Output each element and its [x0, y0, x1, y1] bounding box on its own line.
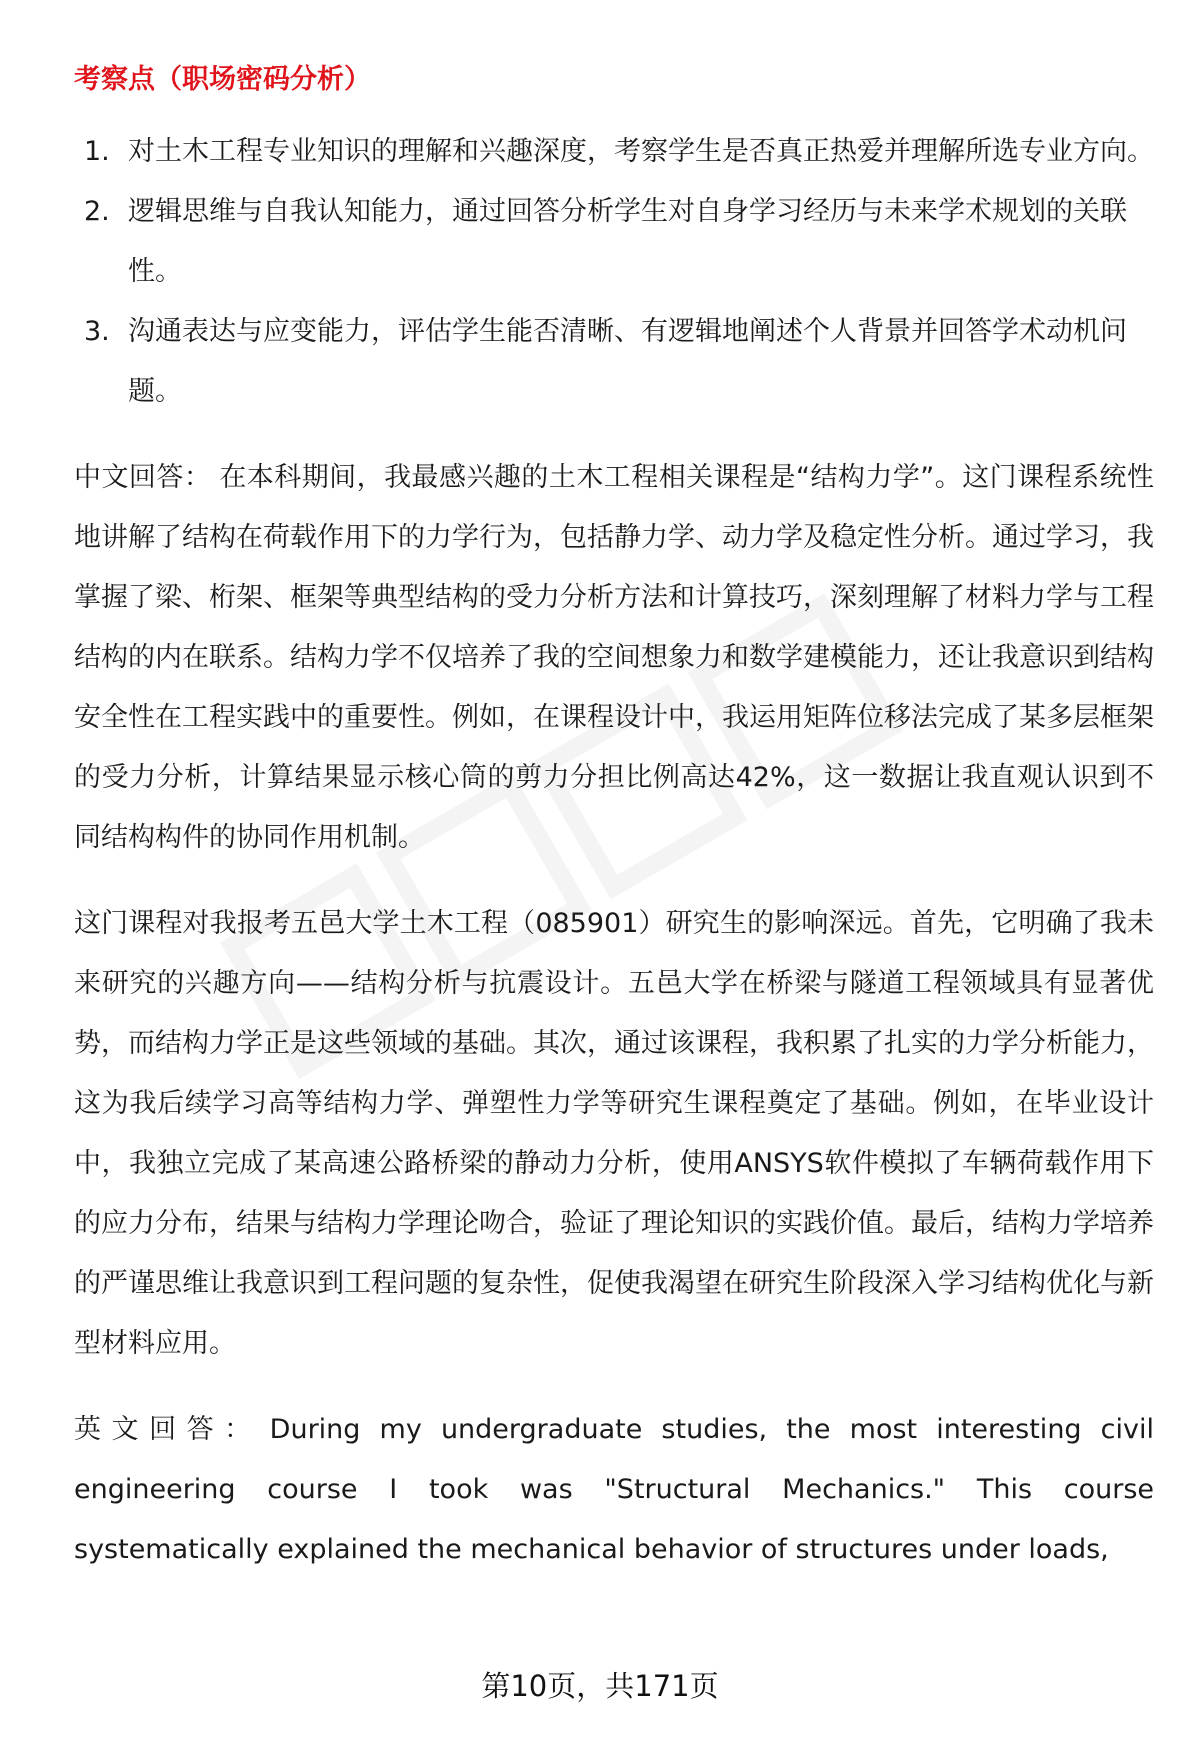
list-item-text: 逻辑思维与自我认知能力，通过回答分析学生对自身学习经历与未来学术规划的关联性。: [128, 196, 1127, 287]
english-answer-text: During my undergraduate studies, the most interesting civil engineering course I took was "Structural Mechanics." This course systematically explained the mechanical behavior of structures under loads,: [74, 1414, 1155, 1565]
document-page: [74, 60, 1154, 1580]
list-item-number: 1.: [84, 136, 110, 167]
list-item-text: 沟通表达与应变能力，评估学生能否清晰、有逻辑地阐述个人背景并回答学术动机问题。: [128, 316, 1127, 407]
list-item: [74, 302, 1154, 422]
chinese-answer-text-1: 在本科期间，我最感兴趣的土木工程相关课程是“结构力学”。这门课程系统性地讲解了结构在荷载作用下的力学行为，包括静力学、动力学及稳定性分析。通过学习，我掌握了梁、桁架、框架等典型结构的受力分析方法和计算技巧，深刻理解了材料力学与工程结构的内在联系。结构力学不仅培养了我的空间想象力和数学建模能力，还让我意识到结构安全性在工程实践中的重要性。例如，在课程设计中，我运用矩阵位移法完成了某多层框架的受力分析，计算结果显示核心筒的剪力分担比例高达42%，这一数据让我直观认识到不同结构构件的协同作用机制。: [74, 462, 1154, 853]
chinese-answer-paragraph-2: 这门课程对我报考五邑大学土木工程（085901）研究生的影响深远。首先，它明确了我未来研究的兴趣方向——结构分析与抗震设计。五邑大学在桥梁与隧道工程领域具有显著优势，而结构力学正是这些领域的基础。其次，通过该课程，我积累了扎实的力学分析能力，这为我后续学习高等结构力学、弹塑性力学等研究生课程奠定了基础。例如，在毕业设计中，我独立完成了某高速公路桥梁的静动力分析，使用ANSYS软件模拟了车辆荷载作用下的应力分布，结果与结构力学理论吻合，验证了理论知识的实践价值。最后，结构力学培养的严谨思维让我意识到工程问题的复杂性，促使我渴望在研究生阶段深入学习结构优化与新型材料应用。: [74, 908, 1154, 1359]
english-answer-label: 英文回答：: [74, 1414, 262, 1445]
chinese-answer-paragraph-1: [74, 448, 1154, 868]
list-item: [74, 182, 1154, 302]
page-number-footer: 第10页，共171页: [481, 1669, 719, 1703]
list-item-number: 2.: [84, 196, 110, 227]
list-item-text: 对土木工程专业知识的理解和兴趣深度，考察学生是否真正热爱并理解所选专业方向。: [128, 136, 1154, 167]
english-answer-paragraph: [74, 1400, 1154, 1580]
list-item-number: 3.: [84, 316, 110, 347]
chinese-answer-label: 中文回答：: [74, 462, 212, 493]
section-title: 考察点（职场密码分析）: [74, 64, 371, 95]
list-item: [74, 122, 1154, 182]
assessment-points-list: [74, 122, 1154, 422]
